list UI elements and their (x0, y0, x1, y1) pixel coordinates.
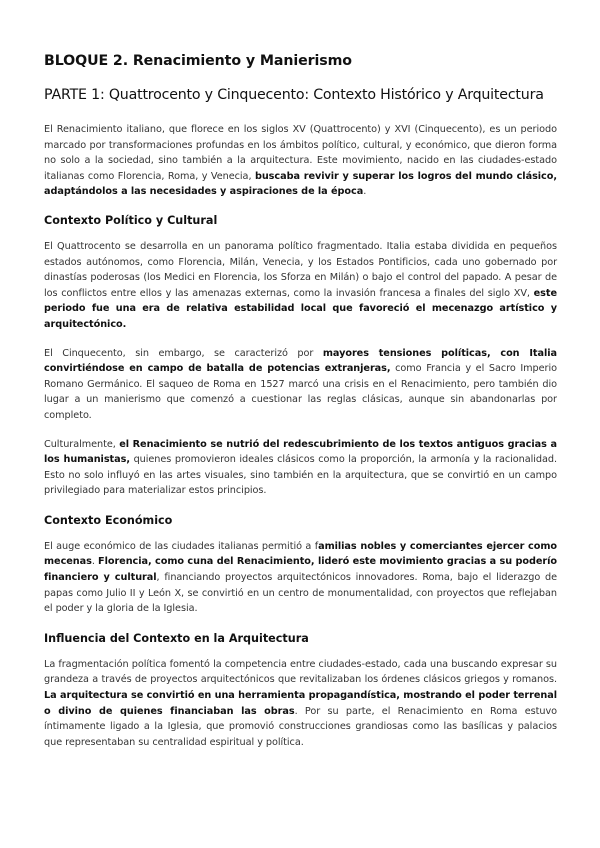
document-subtitle: PARTE 1: Quattrocento y Cinquecento: Contexto Histórico y Arquitectura (44, 87, 544, 103)
influence-p1-text-1: La fragmentación política fomentó la competencia entre ciudades-estado, cada una buscando expresar su grandeza a través de proyectos arquitectónicos que revitalizaban los órdenes clásicos griegos y romanos. (44, 658, 557, 686)
political-paragraph-2 (44, 346, 557, 424)
section-heading-influence: Influencia del Contexto en la Arquitectura (44, 631, 309, 645)
political-p2-bold-1: mayores tensiones políticas, con Italia convirtiéndose en campo de batalla de potencias extranjeras, (44, 347, 557, 375)
political-p1-text-1: El Quattrocento se desarrolla en un panorama político fragmentado. Italia estaba dividida en pequeños estados autónomos, como Florencia, Milán, Venecia, y los Estados Pontificios, cada uno gobernado por dinastías poderosas (los Medici en Florencia, los Sforza en Milán) o bajo el control del papado. A pesar de los conflictos entre ellos y las amenazas externas, como la invasión francesa a finales del siglo XV, (44, 240, 557, 299)
economic-p1-bold-2: Florencia, como cuna del Renacimiento, lideró este movimiento gracias a su poderío financiero y cultural (44, 556, 558, 584)
economic-p1-bold-1: amilias nobles y comerciantes ejercer como mecenas (44, 540, 557, 568)
political-paragraph-1 (44, 239, 557, 333)
section-heading-political: Contexto Político y Cultural (44, 213, 218, 227)
economic-p1-text-2: . (91, 556, 98, 568)
political-p2-text-2: como Francia y el Sacro Imperio Romano Germánico. El saqueo de Roma en 1527 marcó una crisis en el Renacimiento, pero también dio lugar a un manierismo que comenzó a cuestionar las reglas clásicas, aunque sin abandonarlas por completo. (44, 363, 557, 421)
intro-text-2: . (363, 186, 367, 198)
political-p2-text-1: El Cinquecento, sin embargo, se caracterizó por (44, 347, 323, 359)
document-title: BLOQUE 2. Renacimiento y Manierismo (44, 53, 352, 69)
political-p3-bold-1: el Renacimiento se nutrió del redescubrimiento de los textos antiguos gracias a los humanistas, (44, 438, 557, 466)
influence-paragraph-1 (44, 657, 557, 751)
economic-paragraph-1 (44, 539, 557, 617)
economic-p1-text-1: El auge económico de las ciudades italianas permitió a f (44, 540, 319, 552)
intro-bold-1: buscaba revivir y superar los logros del mundo clásico, adaptándolos a las necesidades y aspiraciones de la época (44, 170, 557, 198)
section-heading-economic: Contexto Económico (44, 513, 173, 527)
economic-p1-text-3: , financiando proyectos arquitectónicos innovadores. Roma, bajo el liderazgo de papas como Julio II y León X, se convirtió en un centro de monumentalidad, con proyectos que reflejaban el poder y la gloria de la Iglesia. (44, 572, 557, 615)
political-p1-bold-1: este periodo fue una era de relativa estabilidad local que favoreció el mecenazgo artístico y arquitectónico. (44, 287, 557, 330)
political-p3-text-1: Culturalmente, (44, 438, 120, 450)
influence-p1-text-2: . Por su parte, el Renacimiento en Roma estuvo íntimamente ligado a la Iglesia, que promovió construcciones grandiosas como las basílicas y palacios que representaban su centralidad espiritual y política. (44, 705, 558, 748)
influence-p1-bold-1: La arquitectura se convirtió en una herramienta propagandística, mostrando el poder terrenal o divino de quienes financiaban las obras (44, 690, 557, 717)
political-paragraph-3 (44, 437, 557, 499)
political-p3-text-2: quienes promovieron ideales clásicos como la proporción, la armonía y la racionalidad. Esto no solo influyó en las artes visuales, sino también en la arquitectura, que se convirtió en un campo privilegiado para materializar estos principios. (44, 454, 557, 497)
intro-text-1: El Renacimiento italiano, que florece en los siglos XV (Quattrocento) y XVI (Cinquecento), es un periodo marcado por transformaciones profundas en los ámbitos político, cultural, y económico, que dieron forma no solo a la sociedad, sino también a la arquitectura. Este movimiento, nacido en las ciudades-estado italianas como Florencia, Roma, y Venecia, (44, 124, 557, 182)
intro-paragraph (44, 122, 557, 200)
